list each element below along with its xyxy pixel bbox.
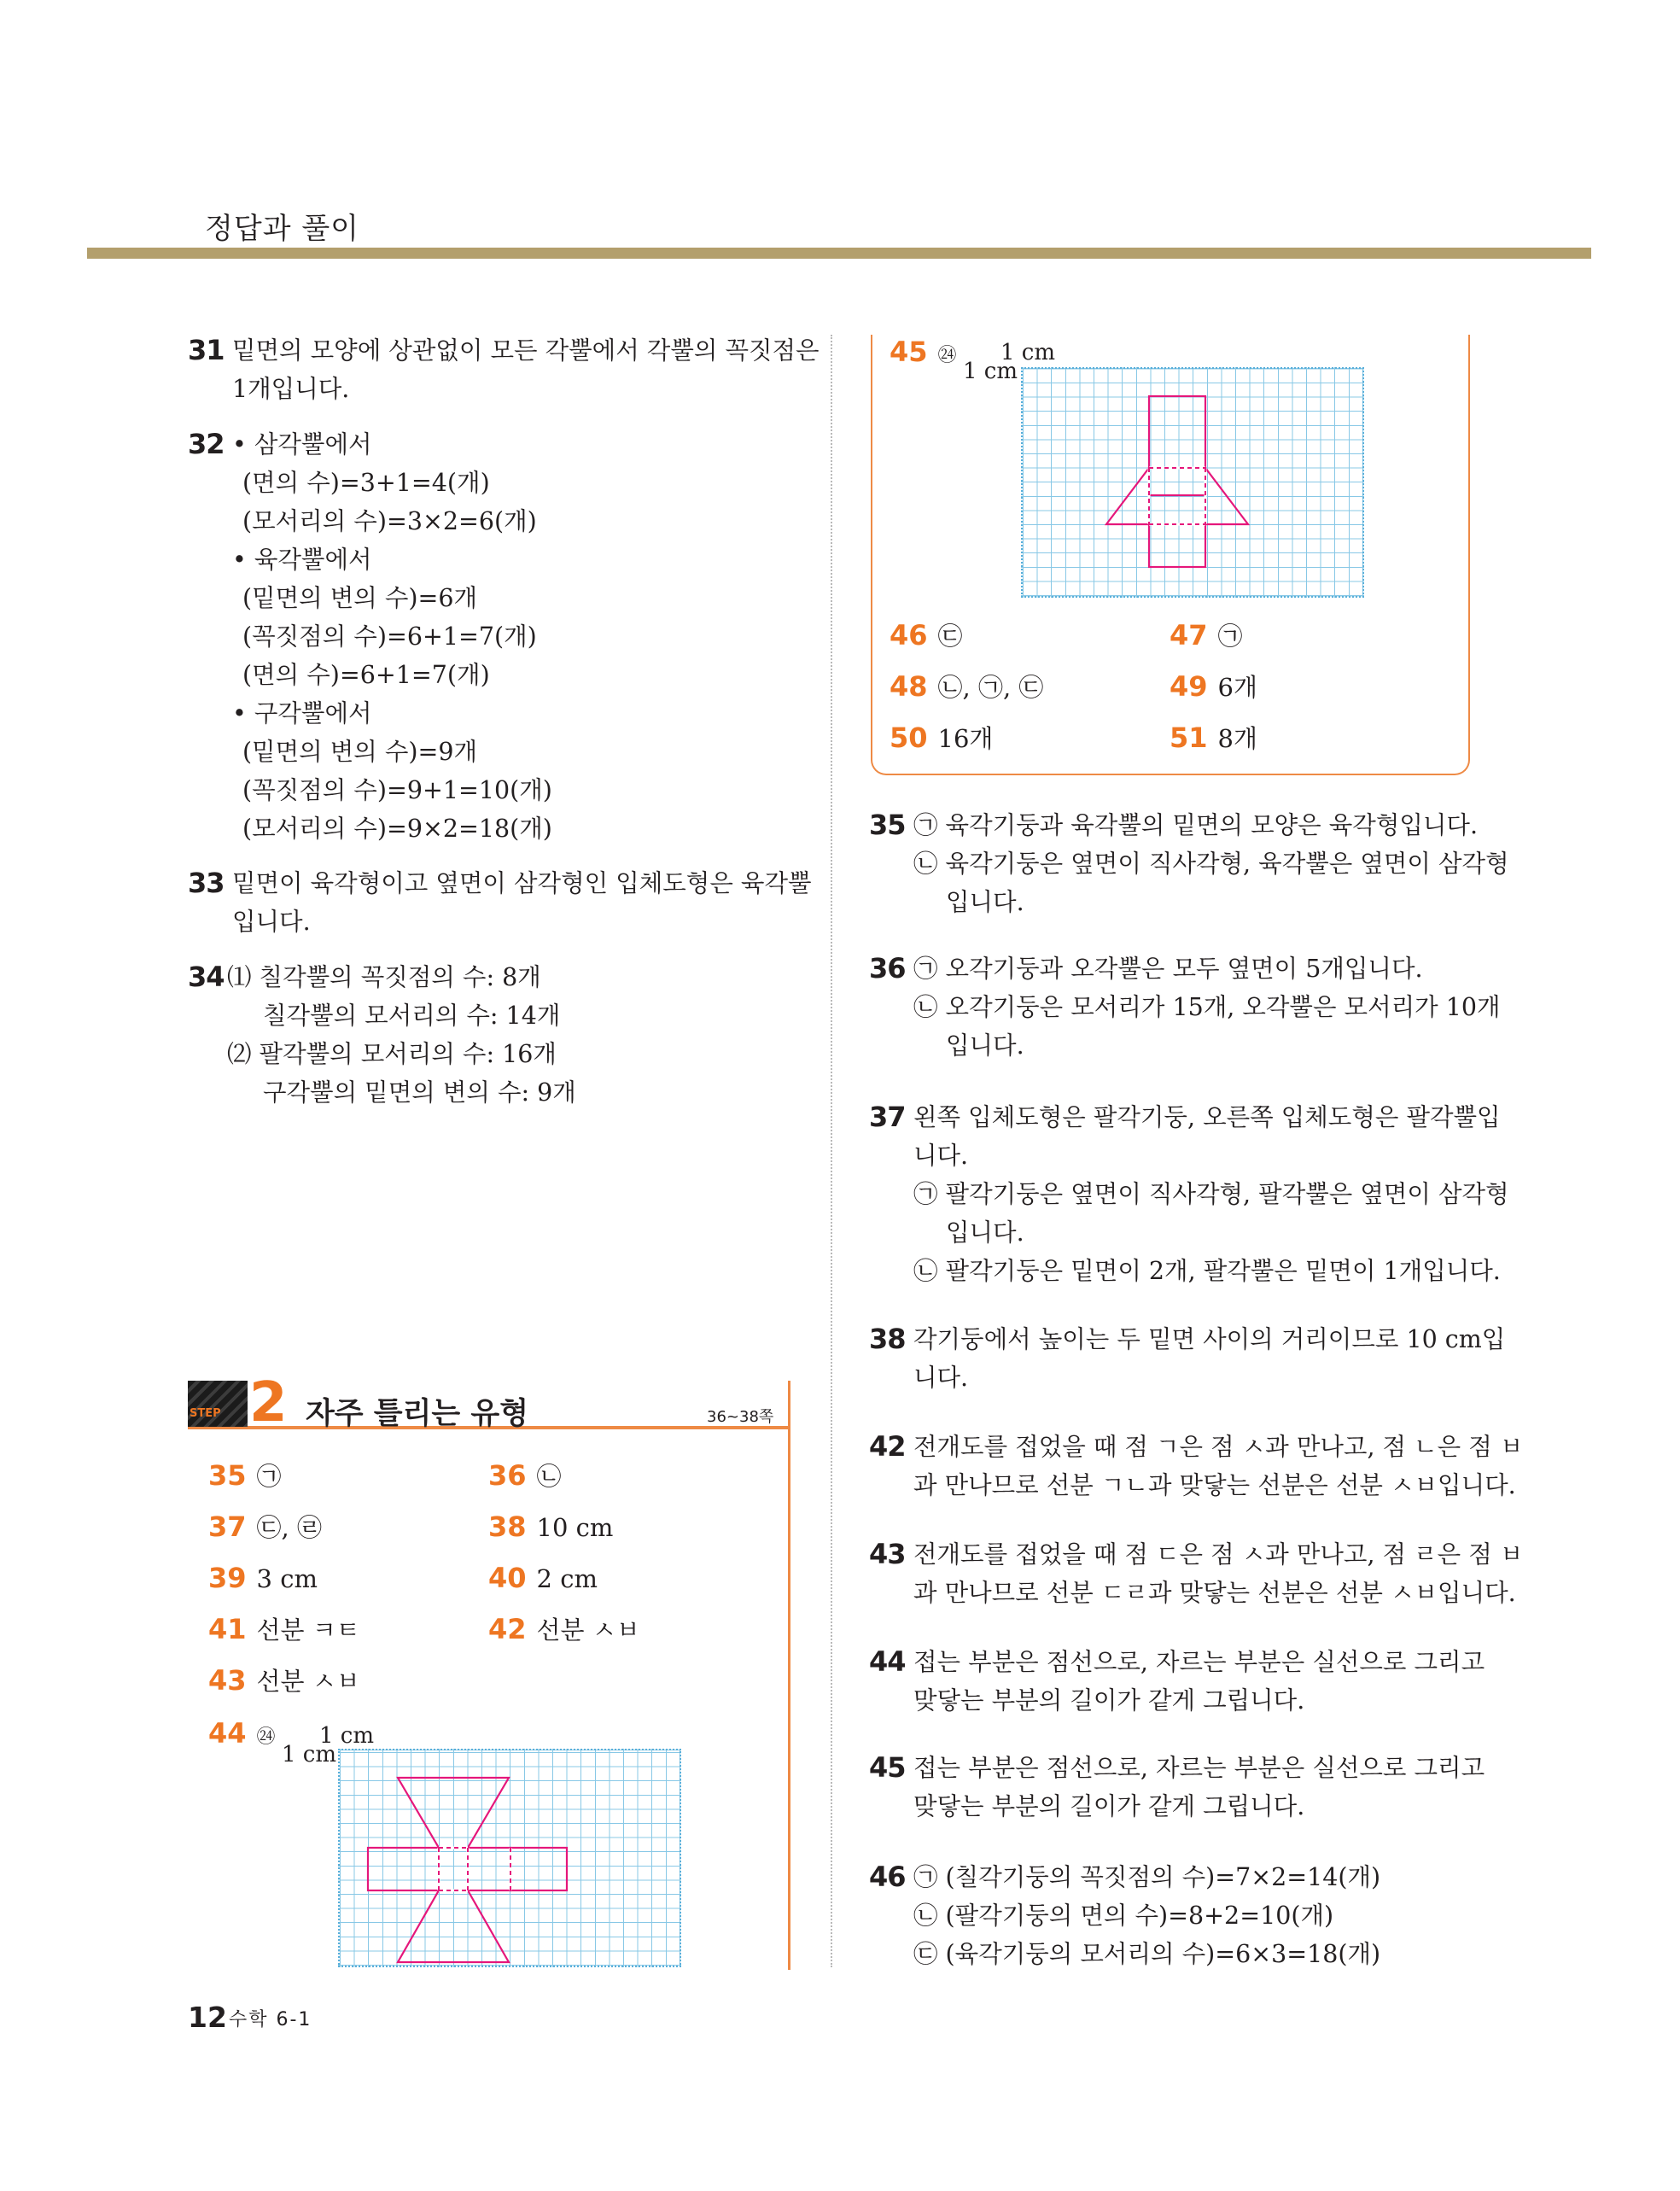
text-line: 과 만나므로 선분 ㄱㄴ과 맞닿는 선분은 선분 ㅅㅂ입니다. <box>913 1471 1516 1499</box>
answer-number: 36 <box>488 1459 527 1492</box>
explanation-43 <box>869 1535 1523 1612</box>
net-diagram-44 <box>338 1749 680 1971</box>
answer-number: 42 <box>488 1613 527 1645</box>
text-line: 칠각뿔의 모서리의 수: 14개 <box>263 1002 561 1030</box>
answer-44 <box>208 1716 276 1755</box>
step-title: 자주 틀리는 유형 <box>306 1397 529 1431</box>
text-line: 밑면의 모양에 상관없이 모든 각뿔에서 각뿔의 꼭짓점은 <box>232 336 820 365</box>
answer-45 <box>890 335 957 373</box>
question-number: 42 <box>869 1430 906 1463</box>
answer-number: 35 <box>208 1459 247 1492</box>
text-line: 입니다. <box>946 1218 1024 1247</box>
explanation-38 <box>869 1320 1505 1397</box>
answer-value: ㉢, ㉣ <box>256 1513 322 1542</box>
answer-42 <box>488 1612 640 1647</box>
text-line: (면의 수)=3+1=4(개) <box>242 469 490 497</box>
question-number: 38 <box>869 1323 906 1355</box>
example-mark: ㉔ <box>256 1727 276 1748</box>
answer-value: 선분 ㅅㅂ <box>256 1667 360 1696</box>
question-number: 37 <box>869 1101 906 1133</box>
text-line: 구각뿔의 밑면의 변의 수: 9개 <box>263 1078 576 1107</box>
text-line: 과 만나므로 선분 ㄷㄹ과 맞닿는 선분은 선분 ㅅㅂ입니다. <box>913 1579 1516 1607</box>
answer-number: 46 <box>890 619 928 651</box>
net-face <box>368 1848 439 1890</box>
text-line: ㉠ 육각기둥과 육각뿔의 밑면의 모양은 육각형입니다. <box>913 811 1479 839</box>
question-number: 34 <box>188 961 225 993</box>
text-line: ㉠ 오각기둥과 오각뿔은 모두 옆면이 5개입니다. <box>913 955 1423 983</box>
text-line: (모서리의 수)=3×2=6(개) <box>242 507 537 535</box>
answer-number: 51 <box>1170 722 1208 754</box>
question-number: 31 <box>188 334 225 366</box>
answer-number: 41 <box>208 1613 247 1645</box>
text-line: 접는 부분은 점선으로, 자르는 부분은 실선으로 그리고 <box>913 1648 1485 1676</box>
bullet-line: • 구각뿔에서 <box>232 699 372 727</box>
text-line: 1개입니다. <box>232 375 350 403</box>
answer-51 <box>1170 721 1257 756</box>
answer-number: 44 <box>208 1717 247 1750</box>
answer-37 <box>208 1510 322 1545</box>
text-line: 접는 부분은 점선으로, 자르는 부분은 실선으로 그리고 <box>913 1754 1485 1782</box>
question-32 <box>188 425 552 848</box>
text-line: ⑵ 팔각뿔의 모서리의 수: 16개 <box>227 1040 557 1068</box>
answer-value: ㉠ <box>256 1462 282 1491</box>
text-line: 입니다. <box>946 1031 1024 1060</box>
text-line: 각기둥에서 높이는 두 밑면 사이의 거리이므로 10 cm입 <box>913 1325 1506 1353</box>
answer-value: 10 cm <box>536 1513 614 1542</box>
step-number: 2 <box>249 1371 288 1434</box>
answer-number: 48 <box>890 670 928 703</box>
question-31 <box>188 331 820 408</box>
question-number: 36 <box>869 952 906 984</box>
text-line: (밑면의 변의 수)=9개 <box>242 738 478 766</box>
text-line: 밑면이 육각형이고 옆면이 삼각형인 입체도형은 육각뿔 <box>232 869 812 897</box>
answer-38 <box>488 1510 613 1545</box>
text-line: ㉡ 오각기둥은 모서리가 15개, 오각뿔은 모서리가 10개 <box>913 993 1501 1021</box>
answer-value: ㉡, ㉠, ㉢ <box>937 673 1044 702</box>
answer-40 <box>488 1561 598 1596</box>
answer-35 <box>208 1458 282 1493</box>
page-header-title: 정답과 풀이 <box>205 212 360 246</box>
answer-number: 45 <box>890 336 928 368</box>
answer-value: ㉢ <box>937 622 963 651</box>
net-face <box>398 1890 509 1962</box>
answer-value: ㉡ <box>536 1462 562 1491</box>
answer-number: 50 <box>890 722 928 754</box>
bullet-line: • 삼각뿔에서 <box>232 430 372 459</box>
question-number: 43 <box>869 1538 906 1570</box>
text-line: (밑면의 변의 수)=6개 <box>242 584 478 612</box>
answer-value: 16개 <box>937 724 994 753</box>
text-line: 니다. <box>913 1142 969 1170</box>
column-divider <box>831 335 832 1967</box>
step-label: STEP <box>190 1407 221 1420</box>
net-face <box>1149 396 1205 495</box>
explanation-36 <box>869 949 1501 1065</box>
unit-label-vertical: 1 cm <box>963 359 1018 384</box>
answer-number: 39 <box>208 1562 247 1594</box>
answer-39 <box>208 1561 318 1596</box>
page-number: 12 <box>188 2001 227 2034</box>
question-number: 32 <box>188 428 225 460</box>
answer-48 <box>890 669 1043 704</box>
answer-value: 6개 <box>1217 673 1257 702</box>
unit-label-vertical: 1 cm <box>282 1742 337 1767</box>
answer-number: 47 <box>1170 619 1208 651</box>
net-face <box>468 1848 510 1890</box>
text-line: ㉡ (팔각기둥의 면의 수)=8+2=10(개) <box>913 1902 1334 1930</box>
net-face <box>1149 524 1205 567</box>
net-face <box>439 1848 468 1890</box>
answer-value: ㉠ <box>1217 622 1243 651</box>
text-line: ⑴ 칠각뿔의 꼭짓점의 수: 8개 <box>227 963 541 991</box>
question-number: 45 <box>869 1751 906 1784</box>
answer-47 <box>1170 618 1243 653</box>
text-line: 전개도를 접었을 때 점 ㄷ은 점 ㅅ과 만나고, 점 ㄹ은 점 ㅂ <box>913 1540 1524 1569</box>
explanation-46 <box>869 1858 1380 1973</box>
explanation-44 <box>869 1643 1485 1720</box>
question-33 <box>188 864 812 941</box>
explanation-35 <box>869 806 1509 921</box>
question-34 <box>188 958 576 1112</box>
text-line: 맞닿는 부분의 길이가 같게 그립니다. <box>913 1686 1305 1715</box>
answer-36 <box>488 1458 562 1493</box>
text-line: ㉠ 팔각기둥은 옆면이 직사각형, 팔각뿔은 옆면이 삼각형 <box>913 1180 1509 1208</box>
answer-value: 선분 ㅅㅂ <box>536 1615 640 1645</box>
text-line: 맞닿는 부분의 길이가 같게 그립니다. <box>913 1792 1305 1820</box>
text-line: ㉠ (칠각기둥의 꼭짓점의 수)=7×2=14(개) <box>913 1863 1381 1891</box>
answer-value: 8개 <box>1217 724 1257 753</box>
net-diagram-45 <box>1021 367 1362 598</box>
explanation-42 <box>869 1428 1523 1504</box>
text-line: (모서리의 수)=9×2=18(개) <box>242 815 552 843</box>
answer-43 <box>208 1663 360 1698</box>
book-title: 수학 6-1 <box>229 2009 312 2030</box>
text-line: ㉡ 육각기둥은 옆면이 직사각형, 육각뿔은 옆면이 삼각형 <box>913 850 1509 878</box>
text-line: (꼭짓점의 수)=6+1=7(개) <box>242 622 537 651</box>
answer-number: 43 <box>208 1664 247 1697</box>
text-line: ㉡ 팔각기둥은 밑면이 2개, 팔각뿔은 밑면이 1개입니다. <box>913 1257 1501 1285</box>
explanation-37 <box>869 1098 1509 1290</box>
net-face <box>398 1778 509 1848</box>
text-line: 니다. <box>913 1364 969 1392</box>
answer-number: 37 <box>208 1510 247 1543</box>
answer-number: 40 <box>488 1562 527 1594</box>
explanation-45 <box>869 1749 1485 1826</box>
text-line: (꼭짓점의 수)=9+1=10(개) <box>242 776 552 804</box>
question-number: 44 <box>869 1645 906 1678</box>
question-number: 33 <box>188 867 225 899</box>
bullet-line: • 육각뿔에서 <box>232 546 372 574</box>
answer-50 <box>890 721 993 756</box>
text-line: 전개도를 접었을 때 점 ㄱ은 점 ㅅ과 만나고, 점 ㄴ은 점 ㅂ <box>913 1433 1524 1461</box>
answer-41 <box>208 1612 360 1647</box>
answer-value: 3 cm <box>256 1564 318 1593</box>
text-line: 왼쪽 입체도형은 팔각기둥, 오른쪽 입체도형은 팔각뿔입 <box>913 1103 1501 1131</box>
answer-49 <box>1170 669 1257 704</box>
net-face <box>510 1848 567 1890</box>
question-number: 35 <box>869 809 906 841</box>
answer-46 <box>890 618 963 653</box>
unit-label-horizontal: 1 cm <box>1000 340 1056 365</box>
answer-value: 선분 ㅋㅌ <box>256 1615 360 1645</box>
text-line: (면의 수)=6+1=7(개) <box>242 661 490 689</box>
question-number: 46 <box>869 1861 906 1893</box>
answer-value: 2 cm <box>536 1564 598 1593</box>
text-line: 입니다. <box>946 888 1024 916</box>
answer-number: 49 <box>1170 670 1208 703</box>
unit-label-horizontal: 1 cm <box>319 1723 375 1749</box>
example-mark: ㉔ <box>937 345 957 366</box>
text-line: ㉢ (육각기둥의 모서리의 수)=6×3=18(개) <box>913 1940 1381 1968</box>
answer-number: 38 <box>488 1510 527 1543</box>
text-line: 입니다. <box>232 908 311 936</box>
step-page-range: 36~38쪽 <box>707 1408 774 1426</box>
header-rule <box>87 248 1591 259</box>
